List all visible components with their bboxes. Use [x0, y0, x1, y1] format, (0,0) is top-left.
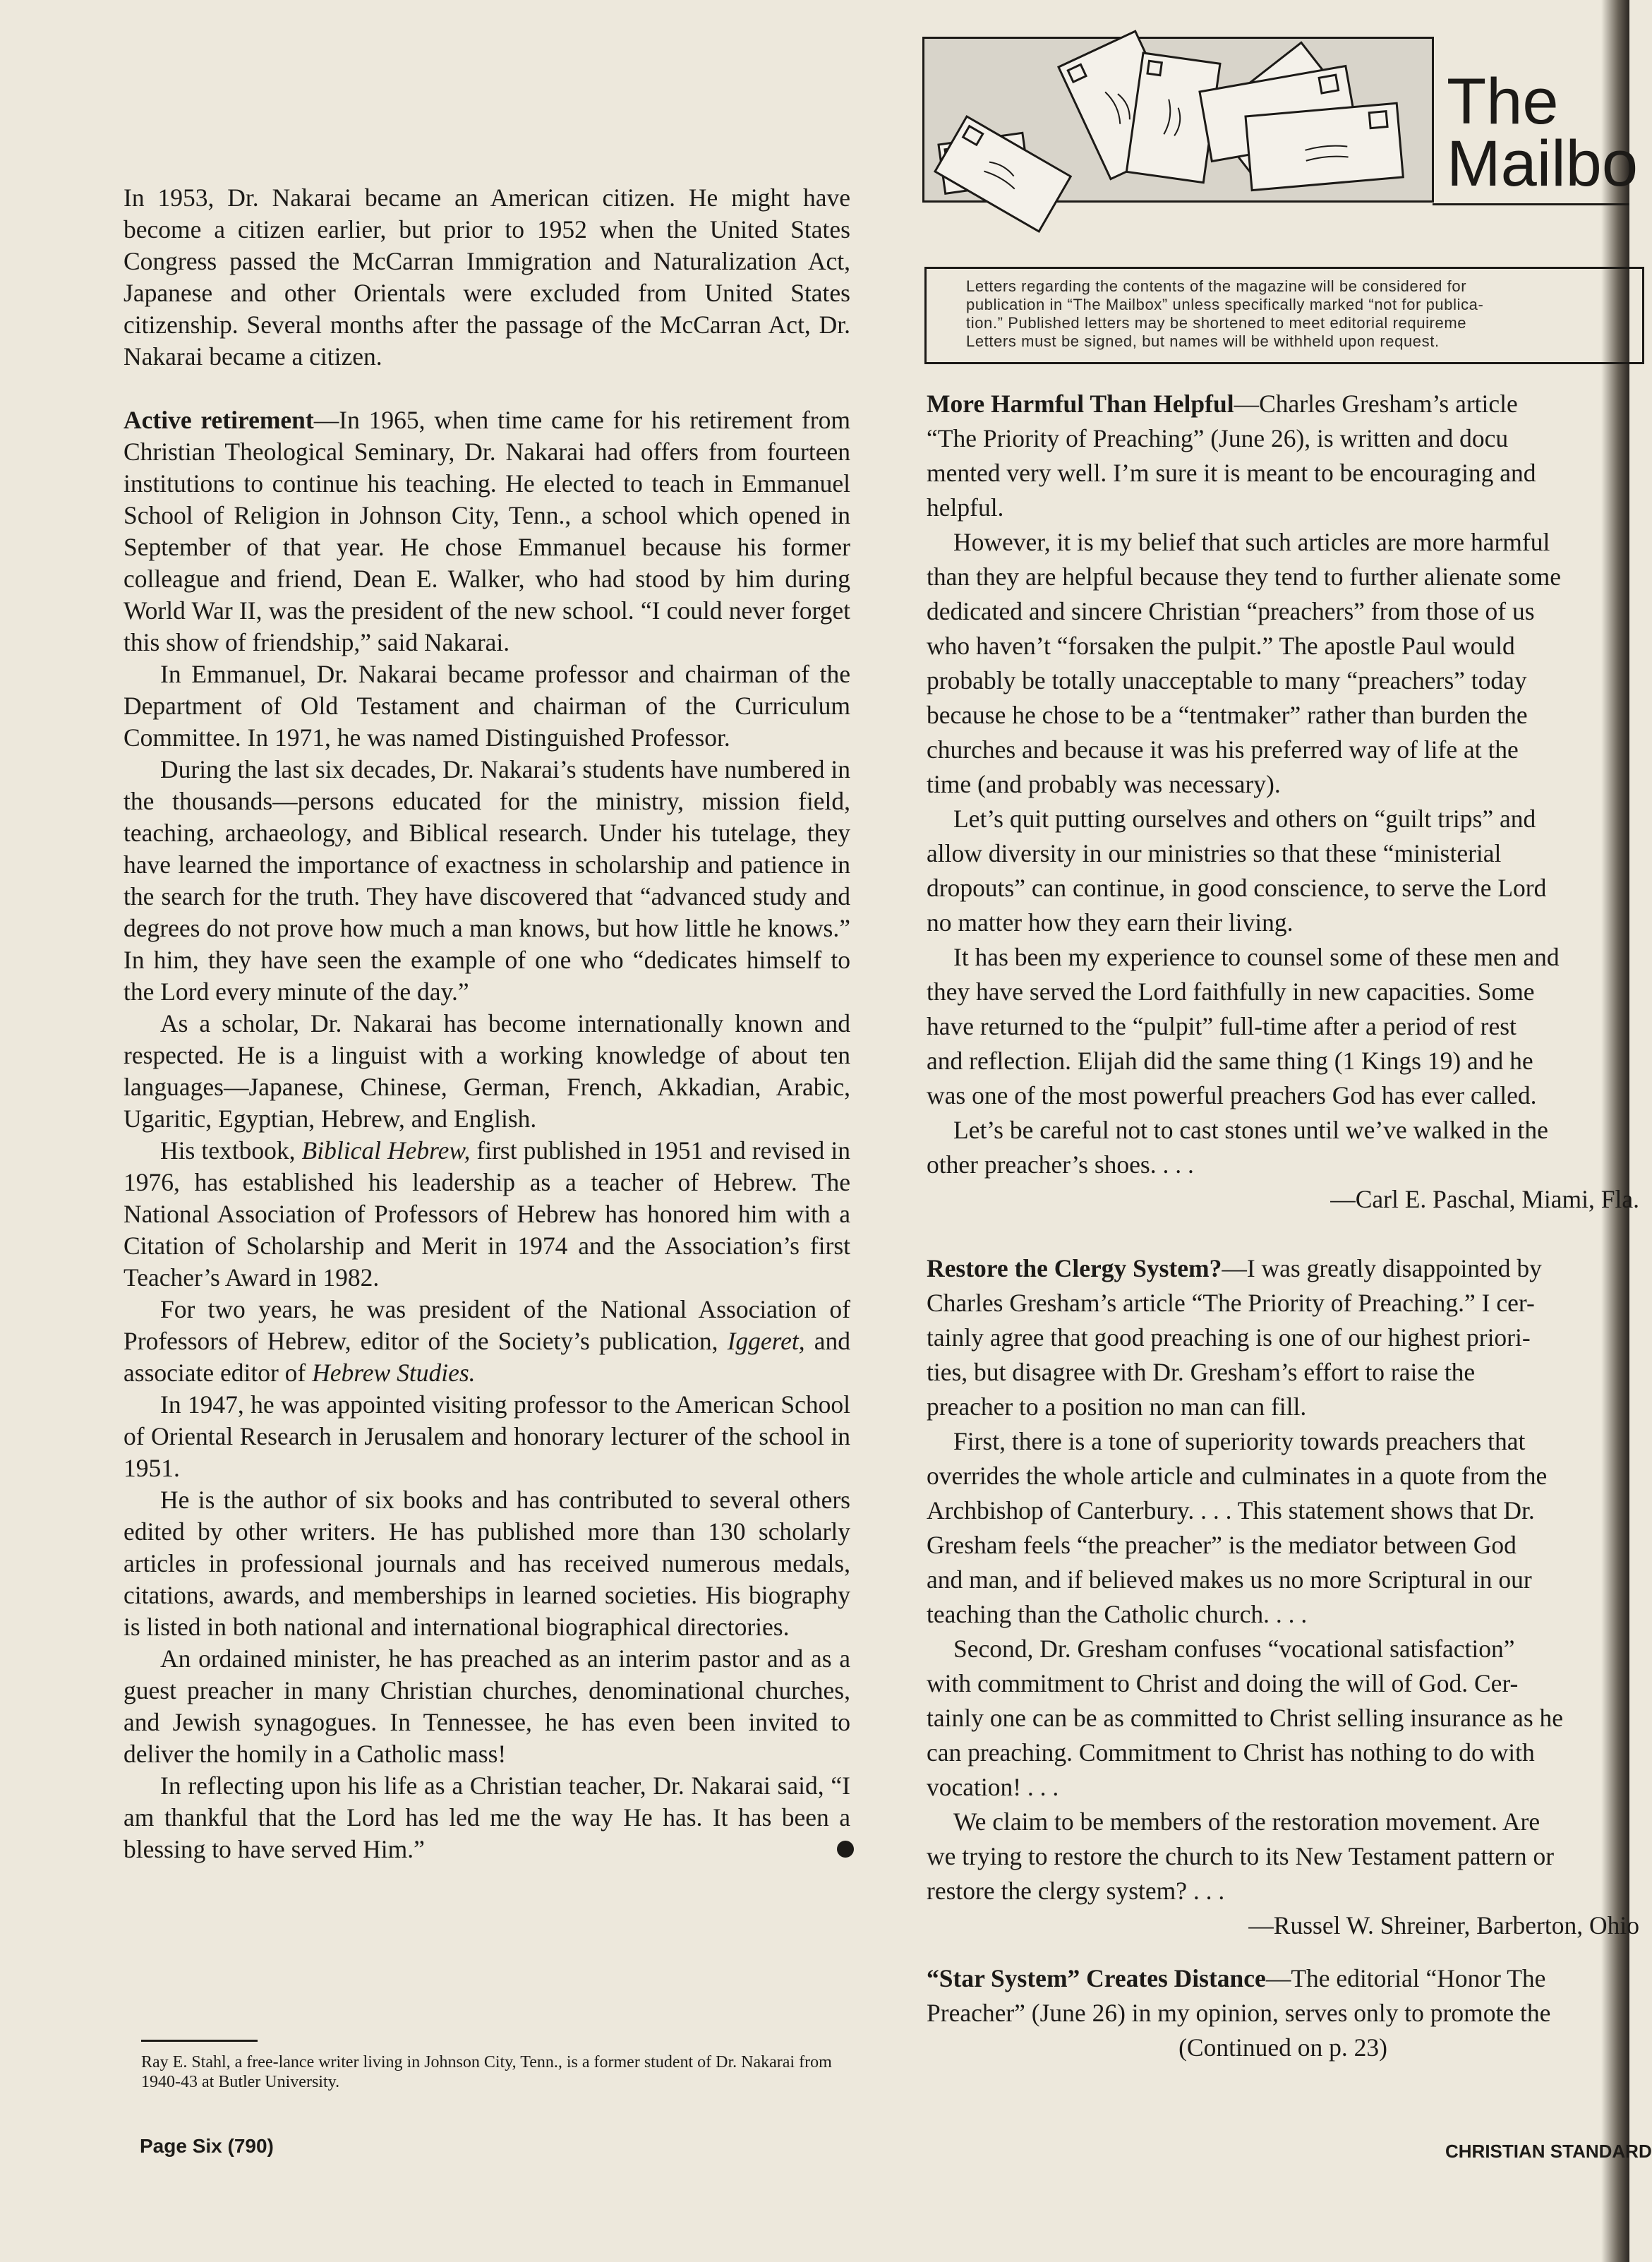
article-paragraph: For two years, he was president of the National Association of Professors of Hebrew, editor of the Society’s publication, Iggeret, and associate editor of Hebrew Studies.	[123, 1295, 850, 1387]
article-paragraph: In 1947, he was appointed visiting professor to the American School of Oriental Research in Jerusalem and honorary lecturer of the school in 1951.	[123, 1390, 850, 1482]
article-paragraph: His textbook, Biblical Hebrew, first published in 1951 and revised in 1976, has established his leadership as a teacher of Hebrew. The National Association of Professors of Hebrew has honored him with a Citation of Scholarship and Merit in 1974 and the Association’s first Teacher’s Award in 1982.	[123, 1136, 850, 1292]
mailbox-illustration	[922, 37, 1434, 203]
letter-line: ties, but disagree with Dr. Gresham’s effort to raise the	[927, 1358, 1476, 1386]
letter-line: and reflection. Elijah did the same thing (1 Kings 19) and he	[927, 1047, 1533, 1075]
notice-line: Letters must be signed, but names will be withheld upon request.	[966, 332, 1440, 350]
letter-line: no matter how they earn their living.	[927, 908, 1294, 937]
article-paragraph: In reflecting upon his life as a Christian teacher, Dr. Nakarai said, “I am thankful that the Lord has led me the way He has. It has been a blessing to have served Him.”	[123, 1770, 850, 1865]
letter-line: “The Priority of Preaching” (June 26), is written and docu	[927, 424, 1509, 452]
article-paragraph: As a scholar, Dr. Nakarai has become internationally known and respected. He is a linguist with a working knowledge of about ten languages—Japanese, Chinese, German, French, Akkadian, Arabic, Ugaritic, Egyptian, Hebrew, and English.	[123, 1009, 850, 1133]
letter-line: teaching than the Catholic church. . . .	[927, 1600, 1308, 1628]
letter-line: (Continued on p. 23)	[1178, 2033, 1387, 2062]
letter-signature: —Russel W. Shreiner, Barberton, Ohio	[1248, 1911, 1639, 1939]
letter-line: tainly one can be as committed to Christ selling insurance as he	[927, 1704, 1564, 1732]
article-paragraph: An ordained minister, he has preached as an interim pastor and as a guest preacher in many Christian churches, denominational churches, and Jewish synagogues. In Tennessee, he has even been invited to deliver the homily in a Catholic mass!	[123, 1644, 850, 1768]
letter-line: Gresham feels “the preacher” is the mediator between God	[927, 1531, 1517, 1559]
letter-line: Preacher” (June 26) in my opinion, serves only to promote the	[927, 1999, 1551, 2027]
letter-line	[927, 1943, 1639, 1961]
letter-line: they have served the Lord faithfully in new capacities. Some	[927, 977, 1535, 1006]
letter-title: More Harmful Than Helpful	[927, 390, 1234, 418]
header-rule	[1433, 203, 1629, 205]
letter-line: We claim to be members of the restoration movement. Are	[953, 1807, 1541, 1836]
article-paragraph: In Emmanuel, Dr. Nakarai became professor and chairman of the Department of Old Testament and chairman of the Curriculum Committee. In 1971, he was named Distinguished Professor.	[123, 660, 850, 752]
letter-line: than they are helpful because they tend to further alienate some	[927, 563, 1561, 591]
envelopes-icon	[924, 39, 1436, 205]
page-folio-left: Page Six (790)	[140, 2135, 274, 2157]
letter-title: “Star System” Creates Distance	[927, 1964, 1266, 1992]
letter-line: overrides the whole article and culminates in a quote from the	[927, 1462, 1548, 1490]
letter-line: time (and probably was necessary).	[927, 770, 1281, 798]
letter-line: helpful.	[927, 493, 1004, 522]
letter-line: Charles Gresham’s article “The Priority of Preaching.” I cer-	[927, 1289, 1535, 1317]
letter-line: we trying to restore the church to its New Testament pattern or	[927, 1842, 1555, 1870]
letter-line: First, there is a tone of superiority towards preachers that	[953, 1427, 1526, 1455]
mailbox-title-line1: The	[1447, 66, 1559, 138]
letter-line: mented very well. I’m sure it is meant to be encouraging and	[927, 459, 1536, 487]
letter-title: Restore the Clergy System?	[927, 1254, 1222, 1282]
letter-line: allow diversity in our ministries so that these “ministerial	[927, 839, 1502, 867]
letter-line: was one of the most powerful preachers God has ever called.	[927, 1081, 1537, 1109]
letters-column	[927, 387, 1639, 2065]
letter-line: It has been my experience to counsel some of these men and	[953, 943, 1560, 971]
letter-line: restore the clergy system? . . .	[927, 1877, 1225, 1905]
letter-line: However, it is my belief that such articles are more harmful	[953, 528, 1550, 556]
letter-line: churches and because it was his preferred way of life at the	[927, 735, 1519, 764]
article-paragraph: He is the author of six books and has contributed to several others edited by other writers. He has published more than 130 scholarly articles in professional journals and has received numerous medals, citations, awards, and memberships in learned societies. His biography is listed in both national and international biographical directories.	[123, 1486, 850, 1641]
letter-line: Let’s quit putting ourselves and others on “guilt trips” and	[953, 805, 1536, 833]
letter-line: and man, and if believed makes us no more Scriptural in our	[927, 1565, 1532, 1594]
letter-line: dropouts” can continue, in good conscience, to serve the Lord	[927, 874, 1547, 902]
mailbox-title-line2: Mailbo	[1447, 128, 1639, 200]
letter-line	[927, 1217, 1639, 1251]
article-paragraph: In 1953, Dr. Nakarai became an American citizen. He might have become a citizen earlier, but prior to 1952 when the United States Congress passed the McCarran Immigration and Naturalization Act, Japanese and other Orientals were excluded from United States citizenship. Several months after the passage of the McCarran Act, Dr. Nakarai became a citizen.	[123, 184, 850, 371]
letter-line: other preacher’s shoes. . . .	[927, 1150, 1194, 1179]
article-paragraph: During the last six decades, Dr. Nakarai’s students have numbered in the thousands—persons educated for the ministry, mission field, teaching, archaeology, and Biblical research. Under his tutelage, they have learned the importance of exactness in scholarship and patience in the search for the truth. They have discovered that “advanced study and degrees do not prove how much a man knows, but how little he knows.” In him, they have seen the example of one who “dedicates himself to the Lord every minute of the day.”	[123, 755, 850, 1006]
letter-line: Archbishop of Canterbury. . . . This statement shows that Dr.	[927, 1496, 1535, 1524]
letter-signature: —Carl E. Paschal, Miami, Fla.	[1330, 1185, 1639, 1213]
letter-line: who haven’t “forsaken the pulpit.” The apostle Paul would	[927, 632, 1515, 660]
letter-line: can preaching. Commitment to Christ has nothing to do with	[927, 1738, 1535, 1767]
letters-policy-notice	[924, 267, 1644, 364]
letter-line: Second, Dr. Gresham confuses “vocational satisfaction”	[953, 1635, 1515, 1663]
letter-line: because he chose to be a “tentmaker” rather than burden the	[927, 701, 1528, 729]
author-footnote: Ray E. Stahl, a free-lance writer living in Johnson City, Tenn., is a former student of Dr. Nakarai from 1940-43 at Butler University.	[141, 2053, 832, 2091]
mailbox-title	[1447, 66, 1639, 200]
letter-heading-line: More Harmful Than Helpful—Charles Gresham’s article	[927, 390, 1518, 418]
letter-line: with commitment to Christ and doing the will of God. Cer-	[927, 1669, 1519, 1697]
letter-heading-line: “Star System” Creates Distance—The editorial “Honor The	[927, 1964, 1546, 1992]
letter-line: tainly agree that good preaching is one of our highest priori-	[927, 1323, 1531, 1352]
letter-line: vocation! . . .	[927, 1773, 1059, 1801]
page-folio-right: CHRISTIAN STANDARD	[1445, 2141, 1652, 2162]
letter-heading-line: Restore the Clergy System?—I was greatly disappointed by	[927, 1254, 1542, 1282]
notice-line: publication in “The Mailbox” unless specifically marked “not for publica-	[966, 296, 1484, 313]
letter-line: Let’s be careful not to cast stones until we’ve walked in the	[953, 1116, 1548, 1144]
notice-line: tion.” Published letters may be shortened to meet editorial requireme	[966, 314, 1467, 332]
article-paragraph: Active retirement—In 1965, when time came for his retirement from Christian Theological Seminary, Dr. Nakarai had offers from fourteen institutions to continue his teaching. He elected to teach in Emmanuel School of Religion in Johnson City, Tenn., a school which opened in September of that year. He chose Emmanuel because his former colleague and friend, Dean E. Walker, who had stood by him during World War II, was the president of the new school. “I could never forget this show of friendship,” said Nakarai.	[123, 406, 850, 656]
letter-line: have returned to the “pulpit” full-time after a period of rest	[927, 1012, 1517, 1040]
letter-line: dedicated and sincere Christian “preachers” from those of us	[927, 597, 1535, 625]
letter-line: preacher to a position no man can fill.	[927, 1392, 1307, 1421]
section-lead-in: Active retirement	[123, 406, 314, 434]
notice-line: Letters regarding the contents of the magazine will be considered for	[966, 277, 1467, 295]
letter-line: probably be totally unacceptable to many “preachers” today	[927, 666, 1527, 694]
